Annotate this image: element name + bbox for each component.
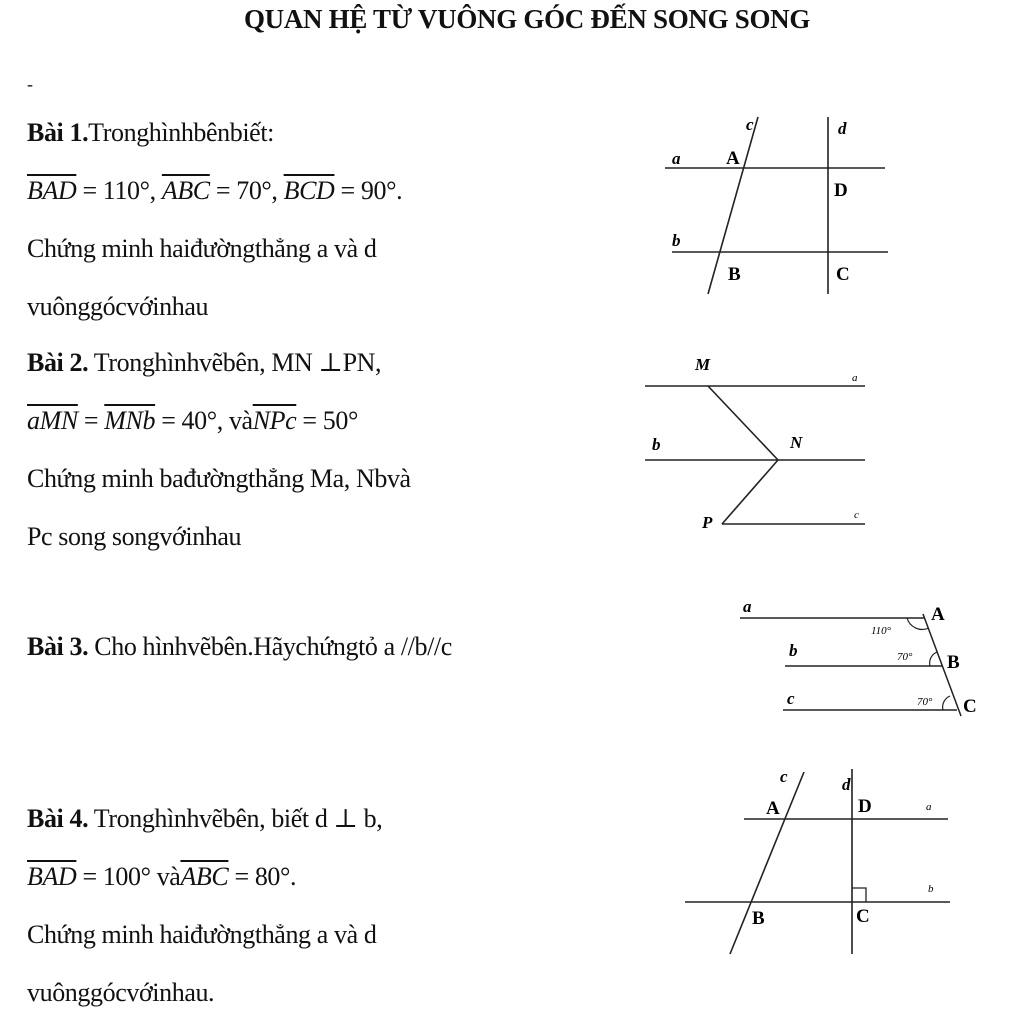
bai2-angle-mnb: $\overline{MNb}$ [104,406,156,435]
bai4-angle-bad-value: = 100° và [76,862,181,891]
bai1-angle-bad-value: = 110°, [76,176,162,205]
bai1-line1 [27,118,274,148]
bai4-angle-abc: $\overline{ABC}$ [180,862,229,891]
bai3-label-b: b [789,641,798,660]
bai3-angle-c: 70° [917,696,933,708]
bai1-line2 [27,176,402,206]
bai4-label-a: a [926,801,932,813]
bai4-label-A: A [766,798,780,819]
bai1-label-B: B [728,264,741,285]
bai2-line3: Chứng minh bađườngthẳng Ma, Nbvà [27,464,411,493]
bai3-label-a: a [743,597,752,616]
bai3-label-c: c [787,689,795,708]
bai4-line3: Chứng minh haiđườngthẳng a và d [27,920,377,949]
bai1-line3: Chứng minh haiđườngthẳng a và d [27,234,377,263]
bai4-line4: vuônggócvớinhau. [27,978,215,1007]
bai4-angle-bad: $\overline{BAD}$ [27,862,77,891]
bai2-line2 [27,406,358,436]
bai1-angle-bcd-value: = 90°. [334,176,403,205]
bai2-label-M: M [695,355,711,374]
bai1-label-a: a [672,149,681,168]
bai4-text: Tronghìnhvẽbên, biết d ⊥ b, [88,804,383,833]
bai2-label: Bài 2. [27,348,89,377]
bai2-segment-mn [708,386,778,460]
bai3-arc-c [943,696,950,710]
bai3-figure [735,596,985,721]
bai2-text: Tronghìnhvẽbên, MN ⊥PN, [88,348,382,377]
bai2-label-c: c [854,509,859,521]
bai2-line4: Pc song songvớinhau [27,522,242,551]
bai4-label-b: b [928,883,934,895]
bai4-label-C: C [856,906,870,927]
bai3-line1 [27,632,452,662]
bai4-label-B: B [752,908,765,929]
bai1-label-d: d [838,119,847,138]
bai4-line2 [27,862,296,892]
bai4-label-d: d [842,775,851,794]
page-title: QUAN HỆ TỪ VUÔNG GÓC ĐẾN SONG SONG [243,4,811,34]
bai4-right-angle-mark [852,888,866,902]
bai2-angle-amn: $\overline{aMN}$ [27,406,78,435]
bai2-angle-eq: = [77,406,105,435]
bai3-label: Bài 3. [27,632,89,661]
bai3-arc-b [930,652,937,666]
bai2-angle-npc: $\overline{NPc}$ [252,406,297,435]
bai2-segment-np [722,460,778,524]
bai1-label-A: A [726,148,740,169]
bai1-angle-abc: $\overline{ABC}$ [161,176,210,205]
bai1-line4: vuônggócvớinhau [27,292,209,321]
bai2-line1 [27,348,381,378]
bai3-label-C: C [963,696,977,717]
bai3-text: Cho hìnhvẽbên.Hãychứngtỏ a //b//c [88,632,452,661]
bai1-text: Tronghìnhbênbiết: [88,118,274,147]
bai1-angle-abc-value: = 70°, [209,176,284,205]
bai2-label-N: N [790,433,803,452]
bai1-label-C: C [836,264,850,285]
bai4-label: Bài 4. [27,804,89,833]
bai2-figure [640,350,870,535]
bai4-label-D: D [858,796,872,817]
bai1-label-b: b [672,231,681,250]
bai2-label-a: a [852,372,858,384]
stray-mark: - [27,74,33,94]
bai3-angle-b: 70° [897,651,913,663]
bai4-label-c: c [780,767,788,786]
bai1-label-D: D [834,180,848,201]
bai2-angle-npc-value: = 50° [296,406,358,435]
bai3-angle-a: 110° [871,625,892,637]
bai4-line1 [27,804,382,834]
bai1-label: Bài 1. [27,118,89,147]
bai1-angle-bad: $\overline{BAD}$ [27,176,77,205]
bai2-label-P: P [702,513,713,532]
bai1-figure [660,112,890,297]
bai1-label-c: c [746,115,754,134]
bai1-angle-bcd: $\overline{BCD}$ [283,176,335,205]
bai4-angle-abc-value: = 80°. [228,862,297,891]
bai3-label-A: A [931,604,945,625]
bai2-label-b: b [652,435,661,454]
bai4-figure [680,764,960,959]
bai3-label-B: B [947,652,960,673]
bai2-angle-mnb-value: = 40°, và [155,406,253,435]
